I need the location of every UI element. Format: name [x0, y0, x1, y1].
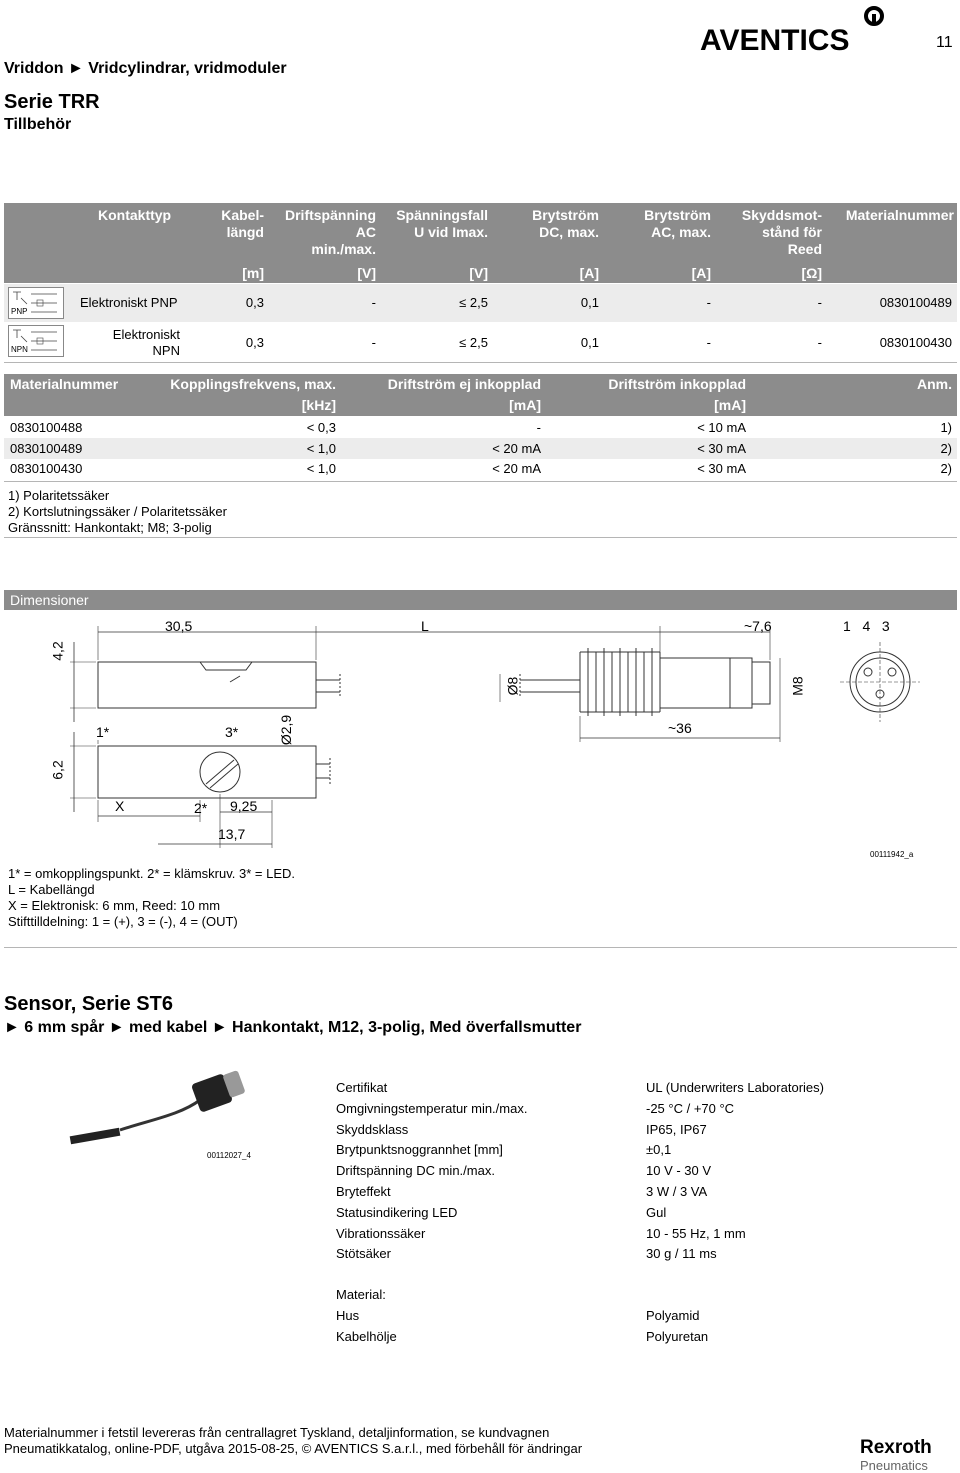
dim-4-2: 4,2: [49, 641, 66, 661]
spec-label-skyddsklass: Skyddsklass: [336, 1122, 409, 1137]
t1-col-kabel: Kabel- längd: [221, 207, 264, 240]
breadcrumb: Vriddon ► Vridcylindrar, vridmoduler: [4, 60, 287, 77]
spec-value-vibration: 10 - 55 Hz, 1 mm: [646, 1226, 746, 1241]
material-title: Material:: [336, 1287, 386, 1302]
t2-bottom-line: [4, 537, 957, 538]
material-label-hus: Hus: [336, 1308, 360, 1323]
t1-r2-skydd: -: [817, 335, 822, 350]
t1-unit-m: [m]: [242, 265, 264, 281]
t1-r2-kontakttyp: Elektroniskt NPN: [112, 327, 180, 358]
material-label-kabel: Kabelhölje: [336, 1329, 397, 1344]
dim-7-6: ~7,6: [744, 618, 772, 634]
dim-13-7: 13,7: [218, 826, 246, 842]
spec-value-bryteffekt: 3 W / 3 VA: [646, 1184, 708, 1199]
dim-p1: 1*: [96, 724, 110, 740]
dim-note-1: 1* = omkopplingspunkt. 2* = klämskruv. 3* = LED.: [8, 866, 295, 881]
t1-r1-ac: -: [706, 295, 711, 310]
t1-r1-drift: -: [371, 295, 376, 310]
t2-r1-anm: 1): [940, 420, 952, 435]
t2-note-3: Gränssnitt: Hankontakt; M8; 3-polig: [8, 520, 212, 535]
sensor-dimension-drawing-icon: [40, 612, 920, 857]
t2-line: [4, 481, 957, 482]
page-number: 11: [936, 34, 953, 51]
dim-36: ~36: [668, 720, 692, 736]
dim-30-5: 30,5: [165, 618, 193, 634]
t1-unit-ohm: [Ω]: [801, 265, 822, 281]
t1-unit-a2: [A]: [691, 265, 711, 281]
spec-value-driftspanning: 10 V - 30 V: [646, 1163, 712, 1178]
t2-r1-mat: 0830100488: [10, 420, 83, 435]
dim-9-25: 9,25: [230, 798, 258, 814]
spec-label-driftspanning: Driftspänning DC min./max.: [336, 1163, 495, 1178]
dimension-drawing: [40, 612, 920, 857]
footer-line-2: Pneumatikkatalog, online-PDF, utgåva 2015-08-25, © AVENTICS S.a.r.l., med förbehåll för ändringar: [4, 1441, 583, 1456]
brand-text: AVENTICS: [700, 24, 850, 54]
t1-r2-kabel: 0,3: [245, 335, 264, 350]
spec-value-certifikat: UL (Underwriters Laboratories): [646, 1080, 824, 1095]
spec-label-led: Statusindikering LED: [336, 1205, 458, 1220]
dim-bottom-line: [4, 947, 957, 948]
spec-label-certifikat: Certifikat: [336, 1080, 388, 1095]
sensor-product-image: [40, 1070, 260, 1160]
t2-r2-ink: < 30 mA: [697, 441, 746, 456]
t2-r2-anm: 2): [940, 441, 952, 456]
t1-r2-spann: ≤ 2,5: [459, 335, 488, 350]
spec-label-stot: Stötsäker: [336, 1246, 391, 1261]
t2-r3-mat: 0830100430: [10, 461, 83, 476]
dim-note-4: Stifttilldelning: 1 = (+), 3 = (-), 4 = (OUT): [8, 914, 238, 929]
spec-label-temp: Omgivningstemperatur min./max.: [336, 1101, 528, 1116]
t1-col-spann: Spänningsfall U vid Imax.: [396, 207, 488, 240]
t2-col-ej: Driftström ej inkopplad: [387, 376, 541, 392]
dim-L: L: [421, 618, 429, 634]
t1-r2-drift: -: [371, 335, 376, 350]
dim-p3: 3*: [225, 724, 239, 740]
t1-r1-kontakttyp: Elektroniskt PNP: [80, 295, 178, 310]
t2-r1-ej: -: [536, 420, 541, 435]
pnp-symbol-icon: [8, 287, 64, 319]
dimensions-title: Dimensioner: [10, 592, 89, 608]
dim-pins: 1 4 3: [843, 618, 890, 634]
dim-o8: Ø8: [504, 676, 521, 696]
npn-symbol-icon: [8, 325, 64, 357]
t1-col-kontakttyp: Kontakttyp: [98, 207, 172, 223]
t1-r1-mat: 0830100489: [879, 295, 952, 310]
spec-label-brytpunkt: Brytpunktsnoggrannhet [mm]: [336, 1142, 503, 1157]
footer-brand: Rexroth: [860, 1437, 932, 1458]
t2-r2-mat: 0830100489: [10, 441, 83, 456]
footer-line-1: Materialnummer i fetstil levereras från centrallagret Tyskland, detaljinformation, se kundvagnen: [4, 1425, 550, 1440]
t2-r1-ink: < 10 mA: [697, 420, 746, 435]
pnp-label: PNP: [11, 307, 28, 316]
t1-col-skydd: Skyddsmot- stånd för Reed: [741, 207, 822, 257]
spec-value-brytpunkt: ±0,1: [646, 1142, 672, 1157]
dim-o2-9: Ø2,9: [278, 714, 295, 746]
spec-value-stot: 30 g / 11 ms: [646, 1246, 717, 1261]
spec-label-vibration: Vibrationssäker: [336, 1226, 426, 1241]
t2-unit-khz: [kHz]: [301, 397, 336, 413]
dim-m8: M8: [789, 676, 806, 696]
t2-note-2: 2) Kortslutningssäker / Polaritetssäker: [8, 504, 227, 519]
t2-unit-ma2: [mA]: [714, 397, 746, 413]
dim-6-2: 6,2: [49, 760, 66, 780]
series-title: Serie TRR: [4, 91, 100, 113]
material-value-kabel: Polyuretan: [646, 1329, 709, 1344]
t1-col-mat: Materialnummer: [845, 207, 954, 223]
footer-brand-sub: Pneumatics: [860, 1458, 928, 1473]
t2-col-mat: Materialnummer: [10, 376, 119, 392]
t2-col-freq: Kopplingsfrekvens, max.: [170, 376, 336, 392]
t2-col-ink: Driftström inkopplad: [608, 376, 746, 392]
t1-r2-dc: 0,1: [580, 335, 599, 350]
t1-r1-skydd: -: [817, 295, 822, 310]
t2-r2-freq: < 1,0: [306, 441, 336, 456]
spec-value-skyddsklass: IP65, IP67: [646, 1122, 707, 1137]
dimensions-header: [4, 590, 957, 610]
dimension-image-id: 00111942_a: [870, 850, 914, 859]
spec-label-bryteffekt: Bryteffekt: [336, 1184, 391, 1199]
brand-logo: [700, 4, 890, 54]
t1-r1-spann: ≤ 2,5: [459, 295, 488, 310]
dim-note-2: L = Kabellängd: [8, 882, 95, 897]
t1-col-dc: Brytström DC, max.: [532, 207, 599, 240]
dim-note-3: X = Elektronisk: 6 mm, Reed: 10 mm: [8, 898, 221, 913]
t1-bottom-line: [4, 362, 957, 363]
t1-unit-v1: [V]: [357, 265, 376, 281]
aventics-logo-icon: [700, 4, 890, 54]
t1-r2-mat: 0830100430: [879, 335, 952, 350]
spec-value-temp: -25 °C / +70 °C: [646, 1101, 735, 1116]
npn-label: NPN: [11, 345, 28, 354]
t2-unit-ma1: [mA]: [509, 397, 541, 413]
t1-unit-v2: [V]: [469, 265, 488, 281]
t1-col-drift: Driftspänning AC min./max.: [285, 207, 376, 257]
t1-unit-a1: [A]: [579, 265, 599, 281]
dim-X: X: [115, 798, 125, 814]
sensor-path: ► 6 mm spår ► med kabel ► Hankontakt, M12, 3-polig, Med överfallsmutter: [4, 1019, 582, 1036]
t2-r1-freq: < 0,3: [306, 420, 336, 435]
t2-r3-ej: < 20 mA: [492, 461, 541, 476]
sensor-image-id: 00112027_4: [207, 1151, 251, 1160]
t1-col-ac: Brytström AC, max.: [644, 207, 711, 240]
t1-r1-kabel: 0,3: [245, 295, 264, 310]
sensor-photo-icon: [40, 1070, 260, 1160]
t2-r3-freq: < 1,0: [306, 461, 336, 476]
t2-r2-ej: < 20 mA: [492, 441, 541, 456]
material-value-hus: Polyamid: [646, 1308, 700, 1323]
t2-r3-anm: 2): [940, 461, 952, 476]
t1-r2-ac: -: [706, 335, 711, 350]
t2-note-1: 1) Polaritetssäker: [8, 488, 110, 503]
dim-p2: 2*: [194, 800, 208, 816]
spec-value-led: Gul: [646, 1205, 667, 1220]
series-subtitle: Tillbehör: [4, 116, 72, 133]
t2-col-anm: Anm.: [917, 376, 952, 392]
t2-r3-ink: < 30 mA: [697, 461, 746, 476]
t1-r1-dc: 0,1: [580, 295, 599, 310]
sensor-title: Sensor, Serie ST6: [4, 993, 173, 1015]
